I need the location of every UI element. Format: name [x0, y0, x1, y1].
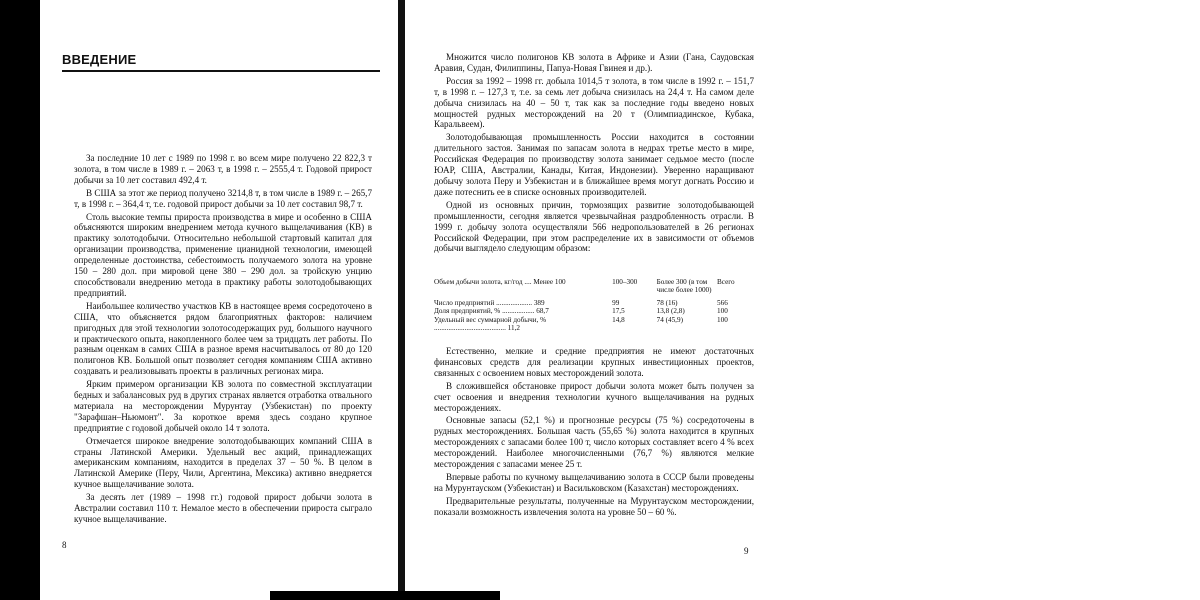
paragraph: Впервые работы по кучному выщелачиванию золота в СССР были проведены на Мурунтауском (Узбекистан) и Васильковском (Казахстан) месторождениях. — [434, 471, 754, 493]
table-cell: Доля предприятий, % .................. 68,7 — [434, 307, 549, 316]
section-heading: ВВЕДЕНИЕ — [62, 52, 137, 67]
paragraph: Столь высокие темпы прироста производства в мире и особенно в США объясняются широким внедрением метода кучного выщелачивания (КВ) в практику золотодобычи. Относительно небольшой стартовый капитал для организации производства, применение цианидной технологии, имеющей определенные достоинства, себестоимость получаемого золота на уровне 150 – 280 дол. при мировой цене 380 – 290 дол. за тройскую унцию способствовали внедрению метода в практику работы золотодобывающих предприятий. — [74, 211, 372, 298]
table-cell: 566 — [717, 298, 728, 307]
page-number: 9 — [744, 546, 749, 556]
paragraph: Наибольшее количество участков КВ в настоящее время сосредоточено в США, что объясняется рядом благоприятных факторов: наличием пригодных для этой технологии золотосодержащих руд, большого научного и практического опыта, накопленного более чем за тридцать лет работы. По разным оценкам в самих США в разное время насчитывалось от 80 до 120 полигонов КВ. Большой опыт позволяет сегодня компаниям США активно создавать и реализовывать проекты в различных регионах мира. — [74, 300, 372, 377]
left-page — [40, 0, 400, 600]
paragraph: За десять лет (1989 – 1998 гг.) годовой прирост добычи золота в Австралии составил 110 т. Немалое место в обеспечении прироста сыграло кучное выщелачивание. — [74, 492, 372, 524]
paragraph: Естественно, мелкие и средние предприятия не имеют достаточных финансовых средств для реализации крупных инвестиционных проектов, связанных с освоением новых месторождений золота. — [434, 346, 754, 378]
table-cell: 78 (16) — [656, 298, 678, 307]
paragraph: Одной из основных причин, тормозящих развитие золотодобывающей промышленности, сегодня является чрезвычайная раздробленность отрасли. В 1999 г. добычу золота осуществляли 566 недропользователей в 26 регионах Российской Федерации, при этом распределение их в зависимости от объемов добычи выглядело следующим образом: — [434, 199, 754, 254]
table-cell: 99 — [612, 298, 620, 307]
table-header-cell: Объем добычи золота, кг/год .... Менее 100 — [434, 278, 566, 286]
production-distribution-table — [434, 278, 752, 332]
paragraph: Россия за 1992 – 1998 гг. добыла 1014,5 т золота, в том числе в 1992 г. – 151,7 т, в 1998 г. – 127,3 т, т.е. за семь лет добыча снизилась на 24,4 т. На самом деле добыча снизилась на 40 – 50 т, так как за последние годы введено новых мощностей рудных месторождений на 20 т (Олимпиадинское, Кубака, Каральвеем). — [434, 75, 754, 130]
paragraph: В сложившейся обстановке прирост добычи золота может быть получен за счет освоения и внедрения технологии кучного выщелачивания на рудных месторождениях. — [434, 380, 754, 413]
table-cell: 17,5 — [612, 307, 625, 316]
table-cell: 100 — [717, 307, 728, 316]
table-header-cell: 100–300 — [612, 278, 638, 286]
right-page-body-bottom — [434, 346, 754, 520]
paragraph: Множится число полигонов КВ золота в Африке и Азии (Гана, Саудовская Аравия, Судан, Филиппины, Папуа-Новая Гвинея и др.). — [434, 52, 754, 73]
table-cell: Удельный вес суммарной добычи, % ........................................ 11,2 — [434, 315, 547, 333]
blank-margin — [797, 0, 1200, 600]
table-header-cell: Всего — [717, 278, 735, 286]
table-row — [434, 316, 752, 333]
right-page — [405, 0, 797, 600]
right-page-body-top — [434, 52, 754, 256]
paragraph: Золотодобывающая промышленность России находится в состоянии длительного застоя. Занимая по запасам золота в недрах третье место в мире, Российская Федерация по производству золота занимает седьмое место (после ЮАР, США, Австралии, Канады, Китая, Индонезии). Уверенно наращивают добычу золота Перу и Узбекистан и в ближайшее время могут догнать Россию и даже потеснить ее в списке основных производителей. — [434, 132, 754, 197]
table-row — [434, 299, 752, 307]
paragraph: Отмечается широкое внедрение золотодобывающих компаний США в страны Латинской Америки. Удельный вес акций, принадлежащих американским компаниям, находится в пределах 37 – 50 %. В целом в Латинской Америке (Перу, Чили, Аргентина, Мексика) активно внедряется кучное выщелачивание золота. — [74, 435, 372, 490]
paragraph: За последние 10 лет с 1989 по 1998 г. во всем мире получено 22 822,3 т золота, в том числе в 1989 г. – 2063 т, в 1998 г. – 2555,4 т. Годовой прирост добычи за 10 лет составил 492,4 т. — [74, 153, 372, 185]
table-cell: 13,8 (2,8) — [656, 307, 685, 316]
table-row — [434, 307, 752, 315]
page-number: 8 — [62, 540, 67, 550]
table-cell: 100 — [717, 315, 728, 324]
table-cell: 74 (45,9) — [656, 315, 683, 324]
paragraph: Ярким примером организации КВ золота по совместной эксплуатации бедных и забалансовых руд в других странах является отработка отвального материала на месторождении Мурунтау (Узбекистан) по проекту "Зарафшан–Ньюмонт". За короткое время здесь создано крупное предприятие с годовой добычей около 14 т золота. — [74, 379, 372, 433]
table-cell: Число предприятий .................... 389 — [434, 298, 545, 307]
scan-edge — [270, 591, 500, 600]
table-header-row — [434, 278, 752, 299]
paragraph: Предварительные результаты, полученные на Мурунтауском месторождении, показали возможность извлечения золота на уровне 50 – 60 %. — [434, 495, 754, 517]
left-page-body — [74, 153, 372, 527]
table-cell: 14,8 — [612, 315, 625, 324]
heading-rule — [62, 70, 380, 72]
paragraph: Основные запасы (52,1 %) и прогнозные ресурсы (75 %) сосредоточены в рудных месторождениях. Большая часть (55,65 %) золота находится в крупных месторождениях с запасами более 100 т, число которых составляет всего 4 % всех месторождений. Наиболее многочисленными (76,7 %) являются мелкие месторождения с запасами менее 25 т. — [434, 415, 754, 470]
table-header-cell: Более 300 (в том числе более 1000) — [656, 278, 712, 295]
paragraph: В США за этот же период получено 3214,8 т, в том числе в 1989 г. – 265,7 т, в 1998 г. – 364,4 т, т.е. годовой прирост добычи за 10 лет составил 98,7 т. — [74, 187, 372, 209]
